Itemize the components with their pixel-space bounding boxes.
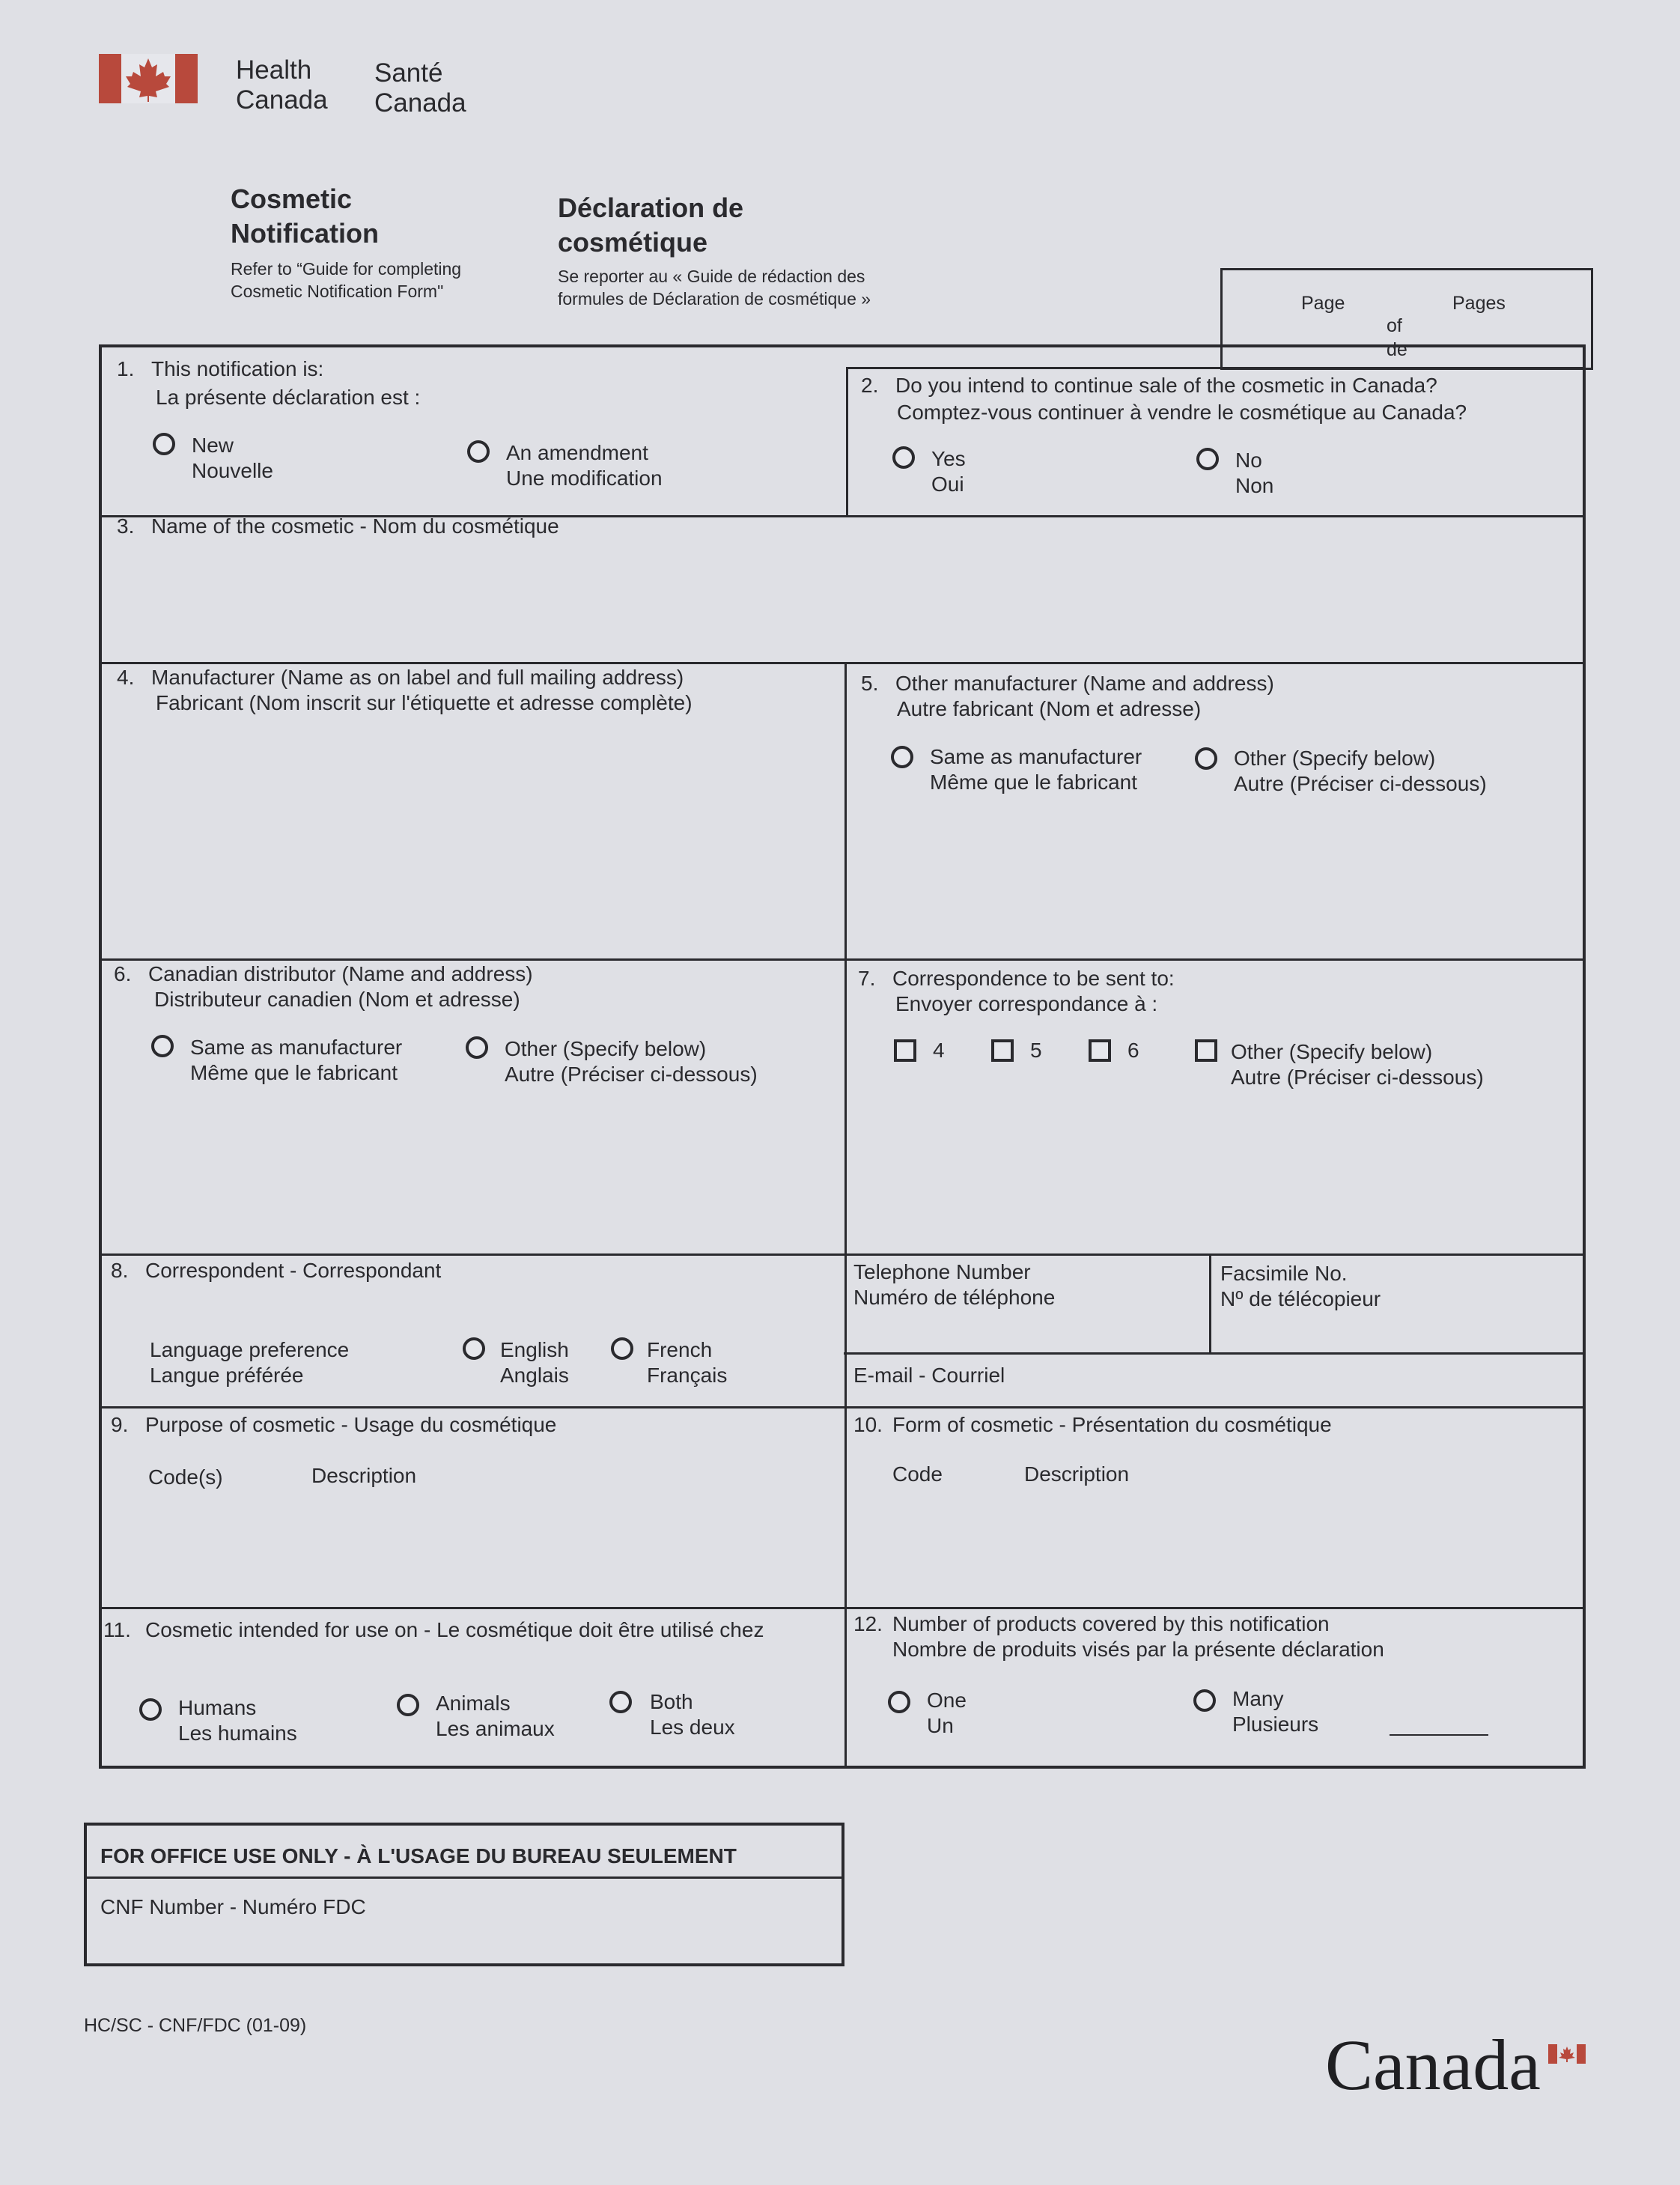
- language-preference-label-fr: Langue préférée: [150, 1364, 304, 1387]
- distributor-same-label-fr: Même que le fabricant: [190, 1061, 398, 1084]
- section-12-label-en: 12. Number of products covered by this notification: [853, 1612, 1330, 1635]
- section-5-label-en: 5. Other manufacturer (Name and address): [861, 672, 1274, 695]
- language-french-label-fr: Français: [647, 1364, 728, 1387]
- title-en-1: Cosmetic: [231, 183, 353, 214]
- notification-amendment-label-fr: Une modification: [506, 467, 663, 490]
- section-4-label-fr: Fabricant (Nom inscrit sur l'étiquette et adresse complète): [156, 691, 693, 714]
- section-9-label: 9. Purpose of cosmetic - Usage du cosmétique: [111, 1413, 557, 1436]
- distributor-same-label-en: Same as manufacturer: [190, 1036, 403, 1059]
- continue-sale-yes-label-en: Yes: [931, 447, 966, 470]
- title-fr-1: Déclaration de: [558, 192, 744, 223]
- other-manufacturer-other-label-fr: Autre (Préciser ci-dessous): [1234, 772, 1487, 795]
- telephone-label-en: Telephone Number: [853, 1260, 1031, 1283]
- org-name-fr-1: Santé: [374, 58, 443, 88]
- use-on-both-label-fr: Les deux: [650, 1716, 735, 1739]
- other-manufacturer-other-label-en: Other (Specify below): [1234, 747, 1436, 770]
- section-5-label-fr: Autre fabricant (Nom et adresse): [897, 697, 1202, 720]
- notification-new-label-en: New: [192, 434, 234, 457]
- correspondence-other-label-en: Other (Specify below): [1231, 1040, 1433, 1063]
- section-1-label-fr: La présente déclaration est :: [156, 386, 421, 409]
- distributor-other-label-en: Other (Specify below): [505, 1037, 707, 1060]
- cnf-number-label: CNF Number - Numéro FDC: [100, 1895, 366, 1918]
- correspondence-5-checkbox[interactable]: [991, 1039, 1014, 1062]
- section-6-label-en: 6. Canadian distributor (Name and address): [114, 962, 533, 985]
- use-on-animals-label-fr: Les animaux: [436, 1717, 555, 1740]
- language-french-radio[interactable]: [611, 1337, 633, 1360]
- products-one-label-en: One: [927, 1689, 967, 1712]
- facsimile-label-fr: Nº de télécopieur: [1220, 1287, 1381, 1310]
- canada-wordmark: Canada: [1325, 2025, 1541, 2105]
- continue-sale-yes-radio[interactable]: [892, 446, 915, 469]
- distributor-other-radio[interactable]: [466, 1036, 488, 1059]
- purpose-code-header: Code(s): [148, 1465, 223, 1489]
- language-english-radio[interactable]: [463, 1337, 485, 1360]
- section-4-label-en: 4. Manufacturer (Name as on label and full mailing address): [117, 666, 684, 689]
- section-6-label-fr: Distributeur canadien (Nom et adresse): [154, 988, 520, 1011]
- title-fr-2: cosmétique: [558, 227, 708, 258]
- form-code-header: Code: [892, 1462, 943, 1486]
- use-on-humans-radio[interactable]: [139, 1698, 162, 1721]
- correspondence-4-label: 4: [933, 1039, 945, 1062]
- de-label: de: [1387, 339, 1407, 360]
- subtitle-fr-1: Se reporter au « Guide de rédaction des: [558, 267, 865, 286]
- language-french-label-en: French: [647, 1338, 713, 1361]
- language-english-label-fr: Anglais: [500, 1364, 569, 1387]
- section-2-label-fr: Comptez-vous continuer à vendre le cosmétique au Canada?: [897, 401, 1467, 424]
- products-many-label-en: Many: [1232, 1687, 1284, 1710]
- subtitle-en-2: Cosmetic Notification Form": [231, 282, 444, 301]
- notification-new-label-fr: Nouvelle: [192, 459, 273, 482]
- wordmark-flag-icon: [1548, 2044, 1586, 2064]
- section-3-label: 3. Name of the cosmetic - Nom du cosmétique: [117, 514, 559, 538]
- use-on-humans-label-en: Humans: [178, 1696, 257, 1719]
- correspondence-4-checkbox[interactable]: [894, 1039, 916, 1062]
- products-many-label-fr: Plusieurs: [1232, 1713, 1319, 1736]
- language-english-label-en: English: [500, 1338, 569, 1361]
- subtitle-en-1: Refer to “Guide for completing: [231, 259, 462, 279]
- use-on-animals-label-en: Animals: [436, 1692, 511, 1715]
- section-7-label-fr: Envoyer correspondance à :: [895, 992, 1158, 1015]
- continue-sale-no-label-fr: Non: [1235, 474, 1274, 497]
- language-preference-label-en: Language preference: [150, 1338, 350, 1361]
- purpose-description-header: Description: [311, 1464, 417, 1487]
- org-name-fr-2: Canada: [374, 88, 466, 118]
- facsimile-field[interactable]: [1216, 1313, 1581, 1349]
- page-label: Page: [1301, 293, 1345, 314]
- org-name-en-2: Canada: [236, 85, 328, 115]
- subtitle-fr-2: formules de Déclaration de cosmétique »: [558, 289, 871, 309]
- section-7-label-en: 7. Correspondence to be sent to:: [858, 967, 1175, 990]
- email-label: E-mail - Courriel: [853, 1364, 1005, 1387]
- products-many-radio[interactable]: [1193, 1689, 1216, 1712]
- canada-flag-icon: [99, 54, 198, 103]
- continue-sale-no-radio[interactable]: [1196, 448, 1219, 470]
- continue-sale-yes-label-fr: Oui: [931, 472, 964, 496]
- correspondence-6-checkbox[interactable]: [1089, 1039, 1111, 1062]
- telephone-label-fr: Numéro de téléphone: [853, 1286, 1056, 1309]
- of-label: of: [1387, 315, 1402, 336]
- email-field[interactable]: [1018, 1358, 1580, 1402]
- section-2-label-en: 2. Do you intend to continue sale of the cosmetic in Canada?: [861, 374, 1437, 397]
- correspondence-other-label-fr: Autre (Préciser ci-dessous): [1231, 1066, 1484, 1089]
- use-on-humans-label-fr: Les humains: [178, 1721, 297, 1745]
- correspondence-6-label: 6: [1127, 1039, 1139, 1062]
- continue-sale-no-label-en: No: [1235, 449, 1262, 472]
- notification-amendment-radio[interactable]: [467, 440, 490, 463]
- org-name-en-1: Health: [236, 55, 312, 85]
- distributor-other-label-fr: Autre (Préciser ci-dessous): [505, 1063, 758, 1086]
- other-manufacturer-same-radio[interactable]: [891, 746, 913, 768]
- correspondence-other-checkbox[interactable]: [1195, 1039, 1217, 1062]
- other-manufacturer-same-label-en: Same as manufacturer: [930, 745, 1142, 768]
- distributor-same-radio[interactable]: [151, 1035, 174, 1057]
- telephone-field[interactable]: [850, 1313, 1205, 1349]
- other-manufacturer-same-label-fr: Même que le fabricant: [930, 771, 1138, 794]
- use-on-both-label-en: Both: [650, 1690, 693, 1713]
- title-en-2: Notification: [231, 218, 379, 249]
- office-use-title: FOR OFFICE USE ONLY - À L'USAGE DU BUREAU SEULEMENT: [100, 1844, 737, 1868]
- other-manufacturer-other-radio[interactable]: [1195, 747, 1217, 770]
- use-on-animals-radio[interactable]: [397, 1694, 419, 1716]
- facsimile-label-en: Facsimile No.: [1220, 1262, 1348, 1285]
- notification-new-radio[interactable]: [153, 433, 175, 455]
- section-10-label: 10. Form of cosmetic - Présentation du cosmétique: [853, 1413, 1332, 1436]
- correspondence-5-label: 5: [1030, 1039, 1042, 1062]
- form-description-header: Description: [1024, 1462, 1130, 1486]
- products-many-count-line[interactable]: [1390, 1734, 1488, 1736]
- products-one-label-fr: Un: [927, 1714, 954, 1737]
- pages-label: Pages: [1452, 293, 1506, 314]
- section-1-label-en: 1. This notification is:: [117, 357, 324, 380]
- cosmetic-name-field[interactable]: [105, 547, 1580, 659]
- section-8-label: 8. Correspondent - Correspondant: [111, 1259, 442, 1282]
- use-on-both-radio[interactable]: [609, 1691, 632, 1713]
- products-one-radio[interactable]: [888, 1691, 910, 1713]
- section-12-label-fr: Nombre de produits visés par la présente déclaration: [892, 1638, 1384, 1661]
- section-11-label: 11. Cosmetic intended for use on - Le cosmétique doit être utilisé chez: [103, 1618, 764, 1641]
- manufacturer-field[interactable]: [105, 723, 839, 952]
- notification-amendment-label-en: An amendment: [506, 441, 648, 464]
- form-code: HC/SC - CNF/FDC (01-09): [84, 2015, 307, 2036]
